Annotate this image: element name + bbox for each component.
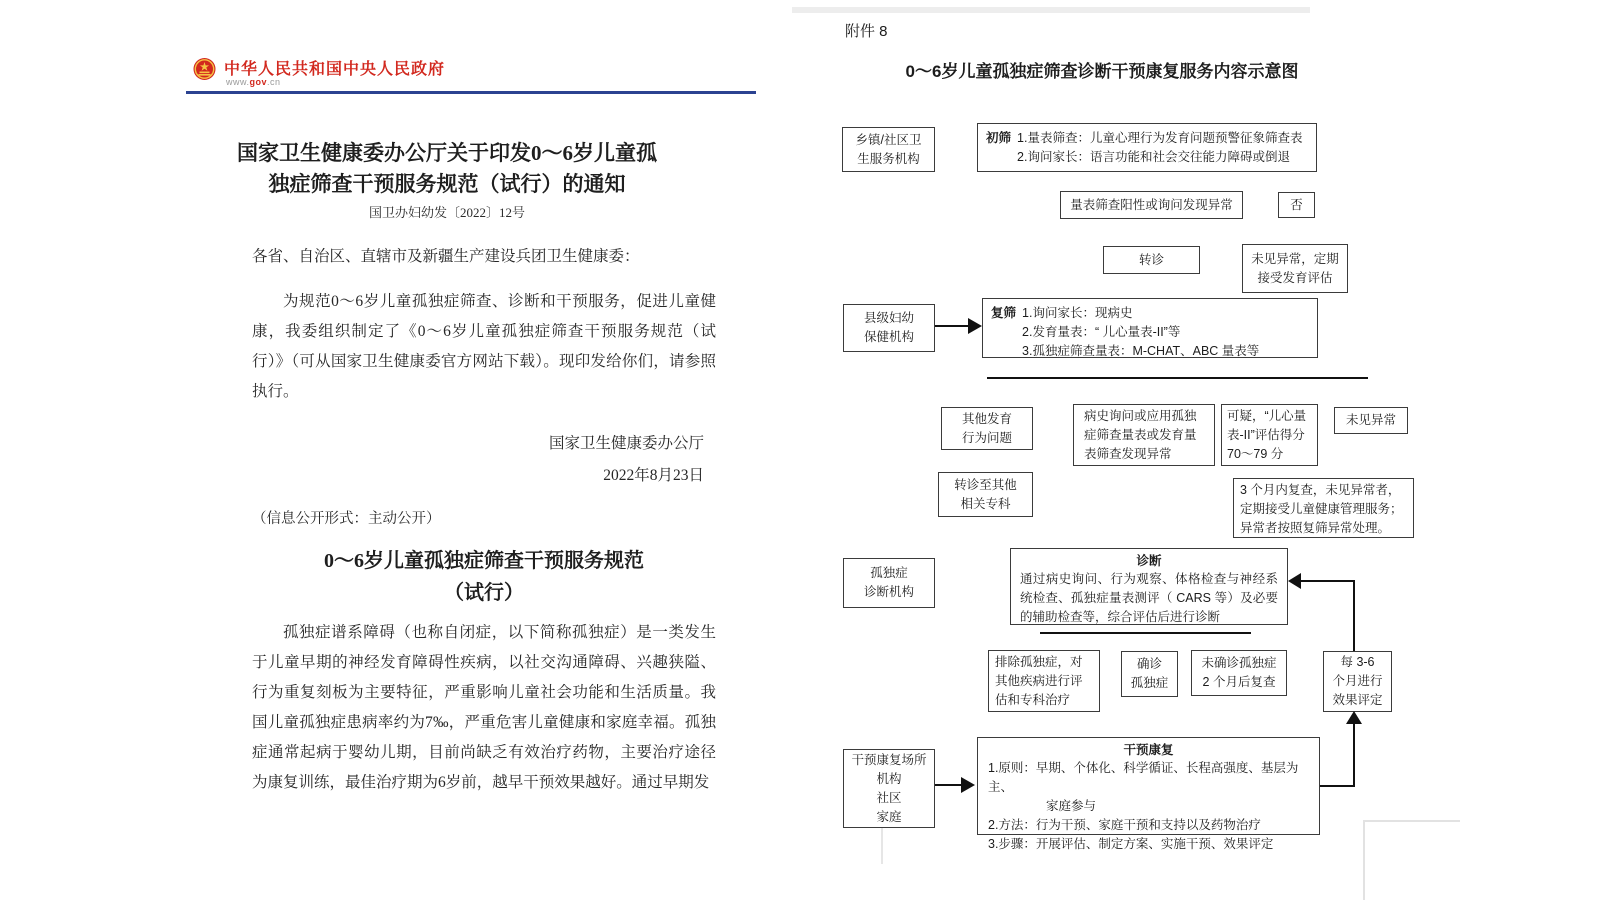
arrow-eval-to-diagnosis-hline (1299, 580, 1355, 582)
document-title-line2: 独症筛查干预服务规范（试行）的通知 (268, 172, 626, 196)
exclude-autism-text: 排除孤独症，对其他疾病进行评估和专科治疗 (995, 655, 1083, 707)
arrow-rehab-to-eval-vline (1353, 721, 1355, 787)
unconfirmed-line2: 2 个月后复查 (1202, 675, 1276, 689)
box-township-org (842, 127, 935, 172)
box-no (1278, 192, 1315, 218)
box-rehab (977, 737, 1320, 851)
box-suspect-score (1221, 404, 1318, 466)
rescreening-line2: 2.发育量表：“ 儿心量表-II”等 (1022, 325, 1181, 339)
effect-eval-line1: 每 3-6 (1340, 655, 1375, 669)
rehab-org-line2: 机构 (876, 771, 902, 786)
box-confirmed (1121, 651, 1178, 697)
rescreening-lines (1022, 304, 1259, 361)
box-referral (1103, 246, 1200, 274)
rescreening-label: 复筛 (991, 306, 1017, 320)
box-county-org (843, 304, 935, 352)
masthead-divider (186, 91, 756, 94)
rehab-org-line4: 家庭 (876, 809, 902, 824)
box-no-abnormal (1334, 407, 1408, 434)
notice-paragraph: 为规范0～6岁儿童孤独症筛查、诊断和干预服务，促进儿童健康，我委组织制定了《0～6岁儿童孤独症筛查干预服务规范（试行）》（可从国家卫生健康委官方网站下载）。现印发给你们，请参照执行。 (252, 293, 716, 400)
site-url-www: www. (226, 77, 250, 87)
box-screen-positive (1060, 191, 1243, 219)
separator-under-rescreening (987, 377, 1368, 379)
sign-date: 2022年8月23日 (603, 467, 704, 484)
rehab-line1: 1.原则：早期、个体化、科学循证、长程高强度、基层为主、 (988, 761, 1299, 794)
site-title: 中华人民共和国中央人民政府 (224, 61, 446, 78)
diagnosis-org-line1: 孤独症 (870, 566, 908, 580)
screen-positive-text: 量表筛查阳性或询问发现异常 (1070, 197, 1233, 212)
box-township-line1: 乡镇/社区卫 (855, 132, 922, 147)
rehab-line3: 2.方法：行为干预、家庭干预和支持以及药物治疗 (988, 818, 1261, 832)
arrow-rehaborg-to-rehab-head (961, 777, 975, 793)
site-url (226, 77, 281, 87)
county-line1: 县级妇幼 (863, 311, 914, 325)
3month-review-text: 3 个月内复查，未见异常者，定期接受儿童健康管理服务；异常者按照复筛异常处理。 (1240, 483, 1403, 535)
arrow-county-to-rescreen-head (968, 318, 982, 334)
scan-edge-artifact (792, 7, 1310, 13)
other-dev-line1: 其他发育 (961, 411, 1012, 426)
disclosure-note: （信息公开形式：主动公开） (252, 511, 441, 527)
box-township-line2: 生服务机构 (857, 151, 920, 166)
separator-under-diagnosis (1040, 632, 1251, 634)
referral-other-line2: 相关专科 (960, 496, 1011, 511)
other-dev-line2: 行为问题 (961, 430, 1012, 445)
salutation: 各省、自治区、直辖市及新疆生产建设兵团卫生健康委： (252, 248, 640, 265)
arrow-rehaborg-to-rehab-line (935, 784, 963, 786)
attachment-label: 附件 8 (845, 23, 888, 40)
regulation-title-line1: 0～6岁儿童孤独症筛查干预服务规范 (324, 550, 644, 572)
rehab-line4: 3.步骤：开展评估、制定方案、实施干预、效果评定 (988, 837, 1274, 851)
initial-screening-label: 初筛 (986, 131, 1012, 145)
rehab-org-line3: 社区 (876, 790, 902, 805)
rescreening-line3: 3.孤独症筛查量表：M-CHAT、ABC 量表等 (1022, 344, 1260, 358)
normal-regular-line1: 未见异常，定期 (1251, 251, 1339, 266)
arrow-rehab-to-eval-hline (1320, 785, 1355, 787)
suspect-score-text: 可疑，“儿心量表-II”评估得分 70～79 分 (1227, 409, 1307, 461)
diagnosis-label: 诊断 (1136, 554, 1162, 568)
regulation-title-line2: （试行） (444, 582, 524, 604)
unconfirmed-line1: 未确诊孤独症 (1201, 656, 1277, 670)
initial-screening-line1: 1.量表筛查：儿童心理行为发育问题预警征象筛查表 (1017, 131, 1303, 145)
rehab-org-line1: 干预康复场所 (851, 752, 927, 767)
no-text: 否 (1290, 197, 1303, 212)
normal-regular-line2: 接受发育评估 (1257, 270, 1333, 285)
box-unconfirmed (1191, 650, 1287, 696)
signer: 国家卫生健康委办公厅 (548, 435, 704, 452)
box-initial-screening (977, 123, 1317, 172)
arrow-county-to-rescreen-line (935, 325, 971, 327)
box-diagnosis-org (843, 558, 935, 608)
box-effect-evaluation (1323, 651, 1392, 712)
site-url-cn: .cn (267, 77, 281, 87)
national-emblem-icon (193, 56, 216, 84)
box-referral-other-specialty (938, 472, 1033, 517)
document-number: 国卫办妇幼发〔2022〕12号 (368, 205, 525, 220)
arrow-eval-to-diagnosis-vline (1353, 580, 1355, 652)
diagram-title: 0～6岁儿童孤独症筛查诊断干预康复服务内容示意图 (905, 62, 1299, 81)
box-rehab-org (843, 749, 935, 828)
box-history-abnormal (1073, 404, 1215, 466)
box-diagnosis (1010, 548, 1288, 625)
box-other-dev-problem (941, 407, 1033, 450)
box-normal-regular-eval (1242, 244, 1348, 293)
county-line2: 保健机构 (863, 330, 914, 344)
initial-screening-line2: 2.询问家长：语言功能和社会交往能力障碍或倒退 (1017, 150, 1290, 164)
diagnosis-org-line2: 诊断机构 (863, 585, 914, 599)
box-3month-review (1233, 478, 1414, 538)
site-url-gov: gov (249, 77, 268, 87)
rehab-line2: 家庭参与 (1046, 799, 1097, 813)
effect-eval-line2: 个月进行 (1332, 674, 1383, 688)
effect-eval-line3: 效果评定 (1332, 693, 1383, 707)
box-exclude-autism (988, 650, 1100, 712)
document-title (215, 138, 679, 200)
box-rescreening (982, 298, 1318, 358)
no-abnormal-text: 未见异常 (1345, 413, 1396, 427)
referral-text: 转诊 (1138, 252, 1164, 267)
scan-corner-artifact (1363, 820, 1460, 900)
document-title-line1: 国家卫生健康委办公厅关于印发0～6岁儿童孤 (237, 141, 657, 165)
diagnosis-text: 通过病史询问、行为观察、体格检查与神经系统检查、孤独症量表测评（ CARS 等）及必要的辅助检查等，综合评估后进行诊断 (1020, 572, 1278, 624)
history-abnormal-text: 病史询问或应用孤独症筛查量表或发育量表筛查发现异常 (1084, 409, 1197, 461)
confirmed-line1: 确诊 (1136, 657, 1162, 671)
referral-other-line1: 转诊至其他 (954, 477, 1017, 492)
rescreening-line1: 1.询问家长：现病史 (1022, 306, 1133, 320)
rehab-label: 干预康复 (1123, 743, 1174, 757)
confirmed-line2: 孤独症 (1130, 676, 1169, 690)
regulation-title (252, 545, 716, 609)
initial-screening-lines (1017, 129, 1302, 167)
regulation-paragraph: 孤独症谱系障碍（也称自闭症，以下简称孤独症）是一类发生于儿童早期的神经发育障碍性疾病，以社交沟通障碍、兴趣狭隘、行为重复刻板为主要特征，严重影响儿童社会功能和生活质量。我国儿童孤独症患病率约为7‰，严重危害儿童健康和家庭幸福。孤独症通常起病于婴幼儿期，目前尚缺乏有效治疗药物，主要治疗途径为康复训练，最佳治疗期为6岁前，越早干预效果越好。通过早期发 (252, 624, 716, 791)
